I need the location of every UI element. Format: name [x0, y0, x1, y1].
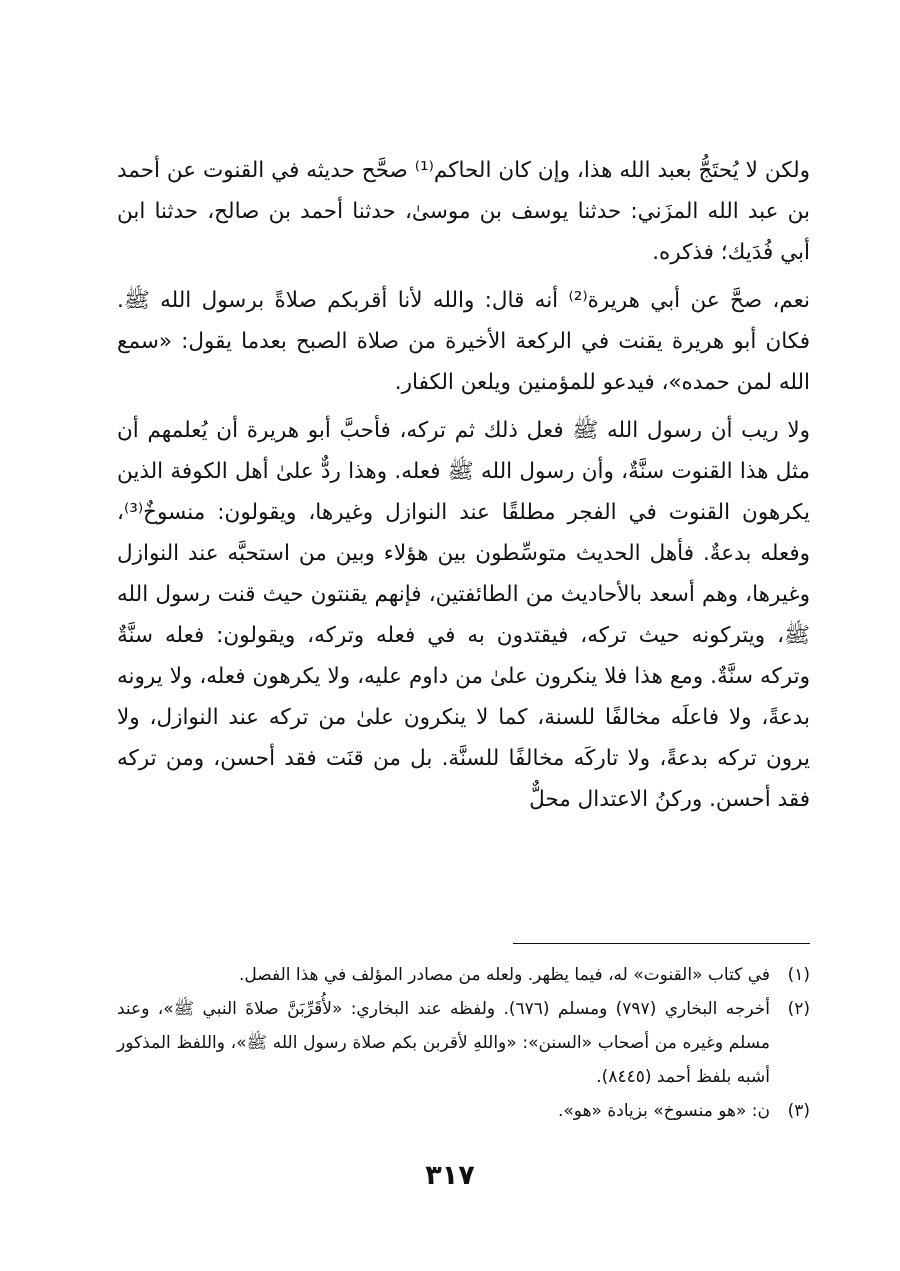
- footnote-text: أخرجه البخاري (٧٩٧) ومسلم (٦٧٦). ولفظه عند البخاري: «لأُقَرِّبَنَّ صلاةَ النبي ﷺ»، وعند مسلم وغيره من أصحاب «السنن»: «واللهِ لأقربن بكم صلاة رسول الله ﷺ»، واللفظ المذكور أشبه بلفظ أحمد (٨٤٤٥).: [117, 999, 770, 1087]
- paragraph-1: ولكن لا يُحتَجُّ بعبد الله هذا، وإن كان الحاكم⁽¹⁾ صحَّح حديثه في القنوت عن أحمد بن عبد الله المزَني: حدثنا يوسف بن موسىٰ، حدثنا أحمد بن صالح، حدثنا ابن أبي فُدَيك؛ فذكره.: [117, 158, 811, 265]
- footnote-text: ن: «هو منسوخ» بزيادة «هو».: [558, 1101, 770, 1121]
- page-number: ٣١٧: [425, 1160, 475, 1191]
- footnote-number: (٣): [787, 1101, 810, 1121]
- footnote-text: في كتاب «القنوت» له، فيما يظهر. ولعله من مصادر المؤلف في هذا الفصل.: [238, 965, 770, 985]
- paragraph-3: ولا ريب أن رسول الله ﷺ فعل ذلك ثم تركه، فأحبَّ أبو هريرة أن يُعلمهم أن مثل هذا القنوت سنَّةٌ، وأن رسول الله ﷺ فعله. وهذا ردٌّ علىٰ أهل الكوفة الذين يكرهون القنوت في الفجر مطلقًا عند النوازل وغيرها، ويقولون: منسوخٌ⁽³⁾، وفعله بدعةٌ. فأهل الحديث متوسِّطون بين هؤلاء وبين من استحبَّه عند النوازل وغيرها، وهم أسعد بالأحاديث من الطائفتين، فإنهم يقنتون حيث قنت رسول الله ﷺ، ويتركونه حيث تركه، فيقتدون به في فعله وتركه، ويقولون: فعله سنَّةٌ وتركه سنَّةٌ. ومع هذا فلا ينكرون علىٰ من داوم عليه، ولا يكرهون فعله، ولا يرونه بدعةً، ولا فاعلَه مخالفًا للسنة، كما لا ينكرون علىٰ من تركه عند النوازل، ولا يرون تركه بدعةً، ولا تاركَه مخالفًا للسنَّة. بل من قنَت فقد أحسن، ومن تركه فقد أحسن. وركنُ الاعتدال محلٌّ: [117, 418, 810, 812]
- paragraph-2: نعم، صحَّ عن أبي هريرة⁽²⁾ أنه قال: والله لأنا أقربكم صلاةً برسول الله ﷺ. فكان أبو هريرة يقنت في الركعة الأخيرة من صلاة الصبح بعدما يقول: «سمع الله لمن حمده»، فيدعو للمؤمنين ويلعن الكفار.: [117, 288, 810, 395]
- footnote-number: (٢): [787, 999, 810, 1019]
- footnote-2: [117, 992, 810, 1094]
- main-text: [117, 150, 810, 827]
- footnote-1: [117, 958, 810, 992]
- footnote-divider: [513, 943, 810, 944]
- footnote-3: [117, 1094, 810, 1128]
- footnote-number: (١): [787, 965, 810, 985]
- footnotes: [117, 958, 810, 1128]
